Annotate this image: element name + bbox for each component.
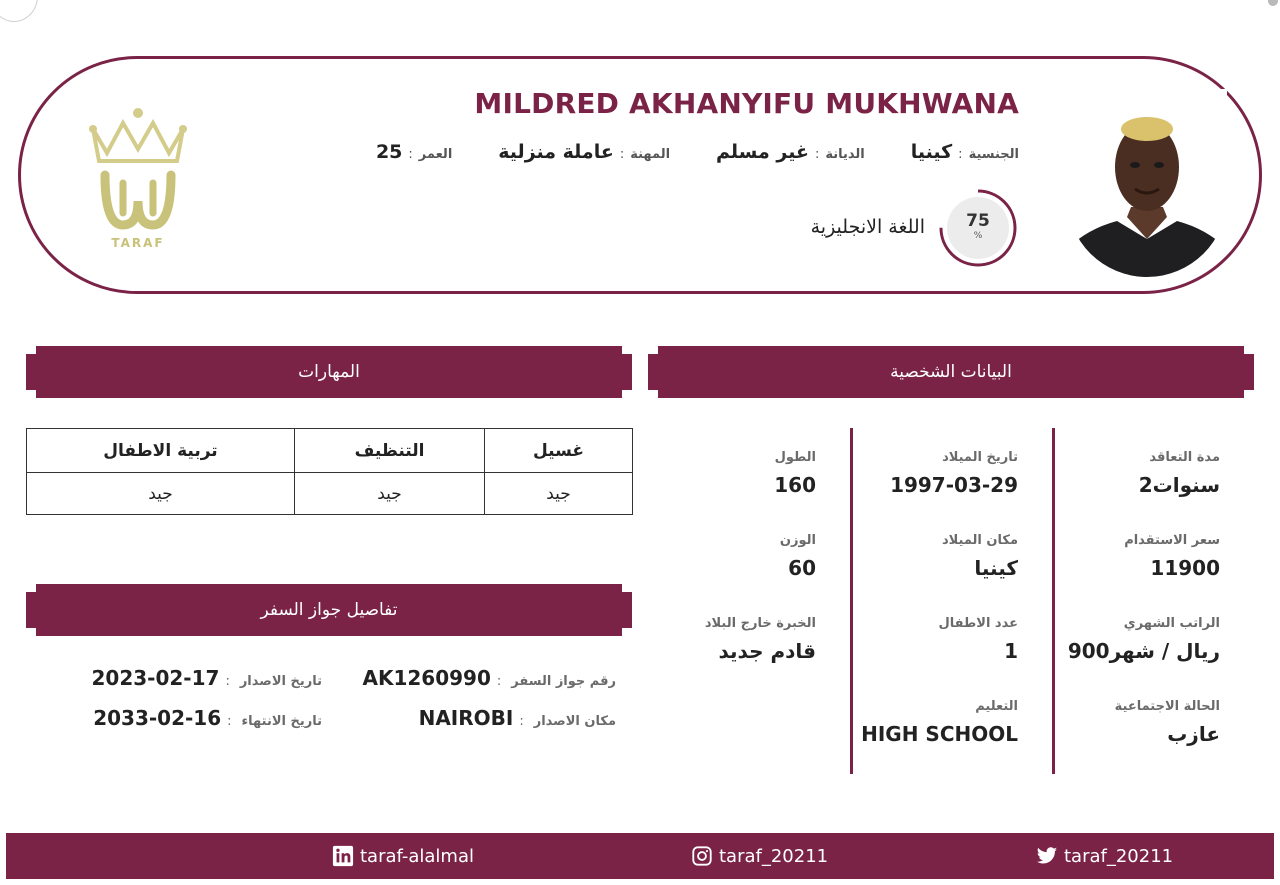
instagram-link[interactable] xyxy=(691,845,828,867)
profile-header-card xyxy=(18,56,1262,294)
skills-table xyxy=(26,428,633,515)
passport-issue-date: تاريخ الاصدار : 2023-02-17 xyxy=(91,666,322,690)
skill-childcare-header: تربية الاطفال xyxy=(27,429,295,473)
twitter-handle: taraf_20211 xyxy=(1064,845,1174,867)
instagram-handle: taraf_20211 xyxy=(719,845,829,867)
height: الطول 160 xyxy=(774,450,816,497)
taraf-logo xyxy=(85,105,191,251)
birth-date: تاريخ الميلاد 1997-03-29 xyxy=(890,450,1018,497)
religion-label: الديانة xyxy=(825,147,865,162)
birth-place: مكان الميلاد كينيا xyxy=(941,533,1018,580)
children-count: عدد الاطفال 1 xyxy=(938,616,1018,663)
skills-value-row xyxy=(27,473,633,515)
religion-value: غير مسلم xyxy=(716,141,809,163)
experience-abroad: الخبرة خارج البلاد قادم جديد xyxy=(704,616,816,663)
nationality-label: الجنسية xyxy=(968,147,1019,162)
expiry-date-value: 2033-02-16 xyxy=(93,706,222,730)
corner-decoration xyxy=(0,0,38,22)
weight: الوزن 60 xyxy=(779,533,816,580)
twitter-link[interactable] xyxy=(1036,845,1173,867)
footer-bar xyxy=(6,833,1274,879)
marital-status: الحالة الاجتماعية عازب xyxy=(1114,699,1220,746)
skills-header-row xyxy=(27,429,633,473)
language-label: اللغة الانجليزية xyxy=(810,216,925,238)
profession-value: عاملة منزلية xyxy=(498,141,614,163)
logo-text: TARAF xyxy=(111,236,165,250)
scroll-indicator xyxy=(1268,0,1278,6)
passport-number: رقم جواز السفر : AK1260990 xyxy=(362,666,616,690)
worker-photo xyxy=(1067,89,1227,277)
issue-date-value: 2023-02-17 xyxy=(91,666,220,690)
linkedin-icon xyxy=(332,845,354,867)
profession-info: المهنة : عاملة منزلية xyxy=(498,141,671,163)
profession-label: المهنة xyxy=(630,147,671,162)
skill-cleaning-value: جيد xyxy=(295,473,485,515)
nationality-value: كينيا xyxy=(910,141,953,163)
passport-expiry-date: تاريخ الانتهاء : 2033-02-16 xyxy=(93,706,322,730)
twitter-icon xyxy=(1036,845,1058,867)
skill-childcare-value: جيد xyxy=(27,473,295,515)
passport-number-value: AK1260990 xyxy=(362,666,491,690)
basic-info-row xyxy=(330,141,1019,167)
skill-cleaning-header: التنظيف xyxy=(295,429,485,473)
contract-duration: مدة التعاقد 2سنوات xyxy=(1138,450,1220,497)
column-divider xyxy=(1052,428,1055,774)
religion-info: الديانة : غير مسلم xyxy=(716,141,865,163)
linkedin-handle: taraf-alalmal xyxy=(360,845,474,867)
instagram-icon xyxy=(691,845,713,867)
column-divider xyxy=(850,428,853,774)
skill-washing-header: غسيل xyxy=(485,429,633,473)
passport-header xyxy=(26,584,632,636)
skills-title: المهارات xyxy=(298,362,360,382)
skill-washing-value: جيد xyxy=(485,473,633,515)
language-level-value: 75 xyxy=(966,211,990,231)
age-value: 25 xyxy=(375,141,403,163)
passport-title: تفاصيل جواز السفر xyxy=(260,600,398,620)
personal-data-title: البيانات الشخصية xyxy=(890,362,1012,382)
education: التعليم HIGH SCHOOL xyxy=(861,699,1018,746)
personal-data-header xyxy=(648,346,1254,398)
linkedin-link[interactable] xyxy=(332,845,474,867)
worker-name: MILDRED AKHANYIFU MUKHWANA xyxy=(474,87,1019,120)
issue-place-value: NAIROBI xyxy=(418,706,514,730)
skills-header xyxy=(26,346,632,398)
monthly-salary: الراتب الشهري 900ريال / شهر xyxy=(1067,616,1220,663)
recruitment-price: سعر الاستقدام 11900 xyxy=(1124,533,1220,580)
age-info: العمر : 25 xyxy=(375,141,453,163)
passport-issue-place: مكان الاصدار : NAIROBI xyxy=(418,706,616,730)
age-label: العمر xyxy=(418,147,453,162)
nationality-info: الجنسية : كينيا xyxy=(910,141,1019,163)
language-level-unit: % xyxy=(973,231,983,241)
